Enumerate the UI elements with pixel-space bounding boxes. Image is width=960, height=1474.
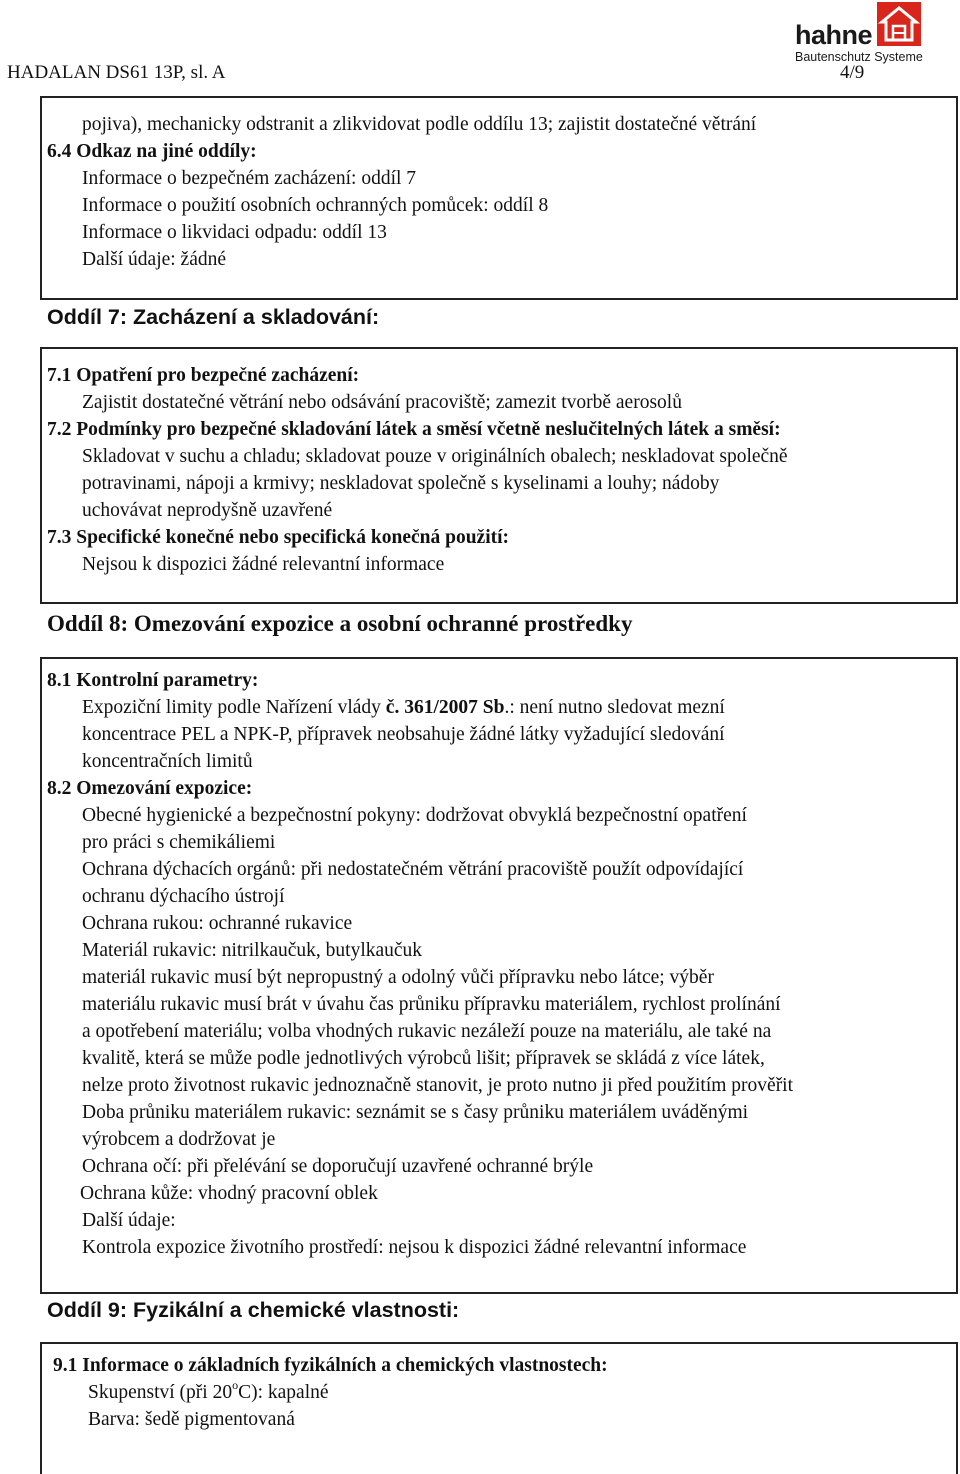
exposure-control-text: Další údaje: — [82, 1210, 176, 1231]
subsection-7-3-heading: 7.3 Specifické konečné nebo specifická konečná použití: — [47, 527, 510, 548]
subsection-9-1-heading: 9.1 Informace o základních fyzikálních a chemických vlastnostech: — [53, 1355, 608, 1376]
document-id: HADALAN DS61 13P, sl. A — [7, 62, 226, 83]
exposure-control-text: materiálu rukavic musí brát v úvahu čas průniku přípravku materiálem, rychlost prolínání — [82, 994, 781, 1015]
subsection-7-1-text: Zajistit dostatečné větrání nebo odsávání pracoviště; zamezit tvorbě aerosolů — [82, 392, 682, 413]
subsection-7-1-heading: 7.1 Opatření pro bezpečné zacházení: — [47, 365, 360, 386]
exposure-control-text: ochranu dýchacího ústrojí — [82, 886, 285, 907]
exposure-control-text: Ochrana dýchacích orgánů: při nedostatečném větrání pracoviště použít odpovídající — [82, 859, 744, 880]
exposure-control-text: výrobcem a dodržovat je — [82, 1129, 276, 1150]
reference-item: Další údaje: žádné — [82, 249, 227, 270]
exposure-control-text: Materiál rukavic: nitrilkaučuk, butylkaučuk — [82, 940, 423, 961]
exposure-control-text: kvalitě, která se může podle jednotlivých výrobců lišit; přípravek se skládá z více látek, — [82, 1048, 765, 1069]
exposure-control-text: Obecné hygienické a bezpečnostní pokyny: dodržovat obvyklá bezpečnostní opatření — [82, 805, 747, 826]
subsection-8-2-heading: 8.2 Omezování expozice: — [47, 778, 253, 799]
subsection-7-2-heading: 7.2 Podmínky pro bezpečné skladování látek a směsí včetně neslučitelných látek a směsí: — [47, 419, 781, 440]
exposure-control-text: Doba průniku materiálem rukavic: seznámit se s časy průniku materiálem uváděnými — [82, 1102, 749, 1123]
section-6-continuation: pojiva), mechanicky odstranit a zlikvidovat podle oddílu 13; zajistit dostatečné větrání — [82, 114, 757, 135]
exposure-limits-text: koncentrace PEL a NPK-P, přípravek neobsahuje žádné látky vyžadující sledování — [82, 724, 725, 745]
section-9-title: Oddíl 9: Fyzikální a chemické vlastnosti: — [47, 1298, 460, 1322]
physical-state-lead: Skupenství (při 20 — [88, 1382, 233, 1403]
exposure-control-text: Ochrana očí: při přelévání se doporučují uzavřené ochranné brýle — [82, 1156, 594, 1177]
degree-superscript: o — [232, 1378, 239, 1392]
physical-state-text — [88, 1378, 329, 1403]
exposure-limits-text: koncentračních limitů — [82, 751, 253, 772]
subsection-7-2-text: uchovávat neprodyšně uzavřené — [82, 500, 333, 521]
company-logo — [795, 2, 955, 66]
subsection-7-2-text: potravinami, nápoji a krmivy; neskladovat společně s kyselinami a louhy; nádoby — [82, 473, 720, 494]
house-logo-icon — [877, 2, 921, 46]
regulation-reference: č. 361/2007 Sb — [385, 697, 505, 718]
reference-item: Informace o bezpečném zacházení: oddíl 7 — [82, 168, 417, 189]
exposure-control-text: Ochrana rukou: ochranné rukavice — [82, 913, 353, 934]
exposure-control-text: Kontrola expozice životního prostředí: nejsou k dispozici žádné relevantní informace — [82, 1237, 747, 1258]
reference-item: Informace o použití osobních ochranných pomůcek: oddíl 8 — [82, 195, 549, 216]
exposure-limits-text — [82, 698, 725, 718]
exposure-control-text: materiál rukavic musí být nepropustný a odolný vůči přípravku nebo látce; výběr — [82, 967, 714, 988]
exposure-control-text: nelze proto životnost rukavic jednoznačně stanovit, je proto nutno ji před použitím prověřit — [82, 1075, 794, 1096]
section-8-title: Oddíl 8: Omezování expozice a osobní ochranné prostředky — [47, 611, 633, 636]
subsection-8-1-heading: 8.1 Kontrolní parametry: — [47, 670, 259, 691]
logo-wordmark: hahne — [795, 20, 873, 50]
exposure-control-text: Ochrana kůže: vhodný pracovní oblek — [80, 1183, 378, 1204]
exposure-limits-tail: .: není nutno sledovat mezní — [504, 697, 725, 718]
exposure-control-text: pro práci s chemikáliemi — [82, 832, 276, 853]
physical-state-value: C): kapalné — [238, 1382, 329, 1403]
reference-item: Informace o likvidaci odpadu: oddíl 13 — [82, 222, 387, 243]
page-number: 4/9 — [840, 62, 865, 83]
logo-subtitle: Bautenschutz Systeme — [795, 50, 923, 64]
exposure-limits-lead: Expoziční limity podle Nařízení vlády — [82, 697, 386, 718]
subsection-7-3-text: Nejsou k dispozici žádné relevantní informace — [82, 554, 445, 575]
color-text: Barva: šedě pigmentovaná — [88, 1409, 295, 1430]
subsection-7-2-text: Skladovat v suchu a chladu; skladovat pouze v originálních obalech; neskladovat společně — [82, 446, 788, 467]
exposure-control-text: a opotřebení materiálu; volba vhodných rukavic nezáleží pouze na materiálu, ale také na — [82, 1021, 772, 1042]
subsection-6-4-heading: 6.4 Odkaz na jiné oddíly: — [47, 141, 257, 162]
section-7-title: Oddíl 7: Zacházení a skladování: — [47, 305, 380, 329]
